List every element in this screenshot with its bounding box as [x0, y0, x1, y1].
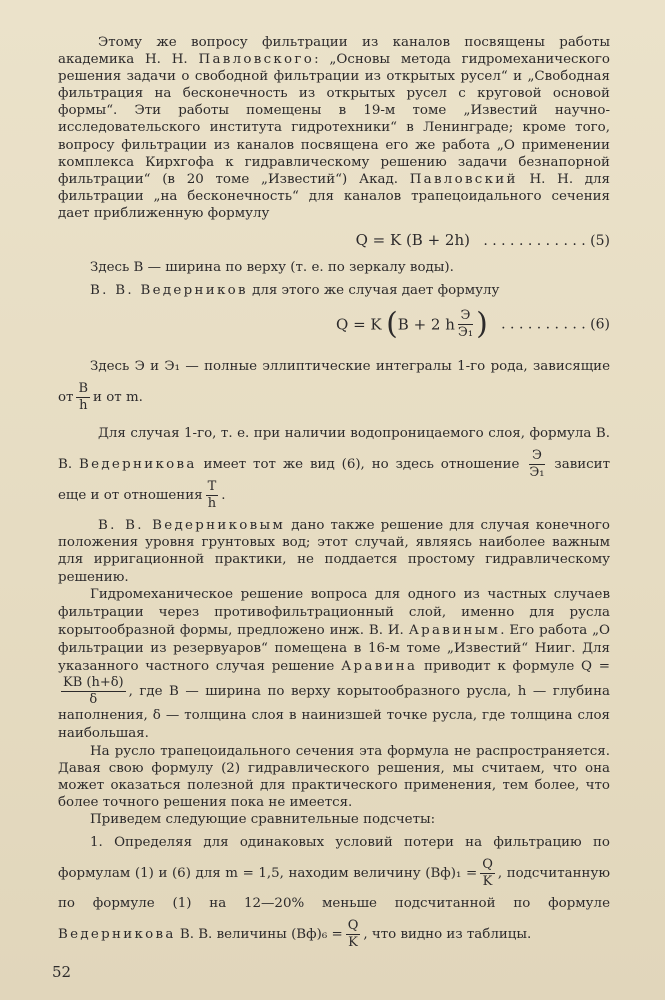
fraction-q-over-k: $\frac{Q}{K}$ [482, 857, 493, 890]
author-name: Ведерникова [79, 457, 197, 473]
formula-paren-open: ( [386, 306, 398, 342]
paragraph-aravin-solution: Гидромеханическое решение вопроса для одного из частных случаев фильтрации через противофильтрационный слой, именно для русла корытообразной формы, предложено инж. В. И. Аравиным. Его работа „О фильтрации из резервуаров“ помещена в 16-м томе „Известий“ Нииг. Для указанного частного случая решение Аравина приводит к формуле Q = $\frac{KB (h+\delta)}{\delta}$ , где B — ширина по верху корытообразного русла, h — глубина наполнения, δ — толщина слоя в наинизшей точке русла, где толщина слоя наибольшая. [58, 586, 611, 741]
formula-expression: Q = K [336, 315, 382, 334]
formula-5 [58, 231, 610, 250]
formula-paren-close: ) [476, 306, 488, 342]
formula-fraction: $\frac{Э}{\text{Э₁}}$ [457, 308, 474, 341]
author-name: Аравина [341, 658, 418, 674]
paragraph-elliptic-integrals: Здесь Э и Э₁ — полные эллиптические интегралы 1-го рода, зависящие от $\frac{B}{h}$ и от m. [58, 359, 610, 414]
page-number: 52 [52, 963, 72, 981]
fraction-aravin-formula: $\frac{KB (h+\delta)}{\delta}$ [63, 674, 124, 707]
author-name: Аравиным [408, 622, 501, 638]
formula-leader-dots: . . . . . . . . . . [501, 316, 586, 333]
formula-number: (6) [590, 316, 610, 333]
paragraph-comparisons-intro: Приведем следующие сравнительные подсчеты: [90, 811, 436, 827]
paragraph-finite-groundwater: В. В. Ведерниковым дано также решение для случая конечного положения уровня грунтовых вод; этот случай, являясь наиболее важным для ирригационной практики, не поддается простому гидравлическому решению. [58, 518, 610, 585]
paragraph-pavlovsky-works: Этому же вопросу фильтрации из каналов посвящены работы академика Н. Н. Павловского: „Основы метода гидромеханического решения задачи о свободной фильтрации из открытых русел“ и „Свободная фильтрация на бесконечность из открытых русел с круговой основой формы“. Эти работы помещены в 19-м томе „Известий научно-исследовательского института гидротехники“ в Ленинграде; кроме того, вопросу фильтрации из каналов посвящена его же работа „О применении комплекса Кирхгофа к гидравлическому решению задачи безнапорной фильтрации“ (в 20 томе „Известий“) Акад. Павловский Н. Н. для фильтрации „на бесконечность“ для каналов трапецоидального сечения дает приближенную формулу [58, 35, 611, 221]
formula-leader-dots: . . . . . . . . . . . . [483, 233, 586, 250]
paragraph-trapezoidal-note: На русло трапецоидального сечения эта формула не распространяется. Давая свою формулу (2) гидравлического решения, мы считаем, что она может оказаться полезной для практического применения, тем более, что более точного решения пока не имеется. [58, 743, 610, 810]
author-name: В. В. Ведерников [90, 283, 248, 299]
formula-number: (5) [590, 233, 610, 250]
fraction-t-over-h: $\frac{T}{h}$ [207, 479, 217, 512]
author-name: В. В. Ведерниковым [98, 518, 286, 534]
fraction-e-over-e1: $\frac{Э}{\text{Э₁}}$ [529, 448, 545, 481]
formula-expression-inner: B + 2 h [397, 315, 455, 334]
paragraph-comparison-one: 1. Определяя для одинаковых условий потери на фильтрацию по формулам (1) и (6) для m = 1,5, находим величину (Bф)₁ = $\frac{Q}{K}$ , подсчитанную по формуле (1) на 12—20% меньше подсчитанной по формуле Ведерникова В. В. величины (Bф)₆ = $\frac{Q}{K}$ , что видно из таблицы. [58, 835, 610, 951]
author-name: Павловский [409, 171, 518, 187]
paragraph-vedernikov-intro: В. В. Ведерников для этого же случая дает формулу [90, 283, 500, 299]
paragraph-b-definition: Здесь B — ширина по верху (т. е. по зеркалу воды). [90, 260, 454, 276]
page-body [58, 34, 610, 950]
paragraph-case-one: Для случая 1-го, т. е. при наличии водопроницаемого слоя, формула В. В. Ведерникова имеет тот же вид (6), но здесь отношение $\frac{Э}{\text{Э₁}}$ зависит еще и от отношения $\frac{T}{h}$ . [58, 426, 611, 512]
author-name: Павловского [198, 52, 315, 68]
fraction-b-over-h: $\frac{B}{h}$ [78, 381, 89, 414]
formula-6 [58, 306, 610, 342]
formula-expression: Q = K (B + 2h) [355, 231, 470, 250]
author-name: Ведерникова [58, 927, 176, 943]
fraction-q-over-k: $\frac{Q}{K}$ [347, 918, 359, 951]
